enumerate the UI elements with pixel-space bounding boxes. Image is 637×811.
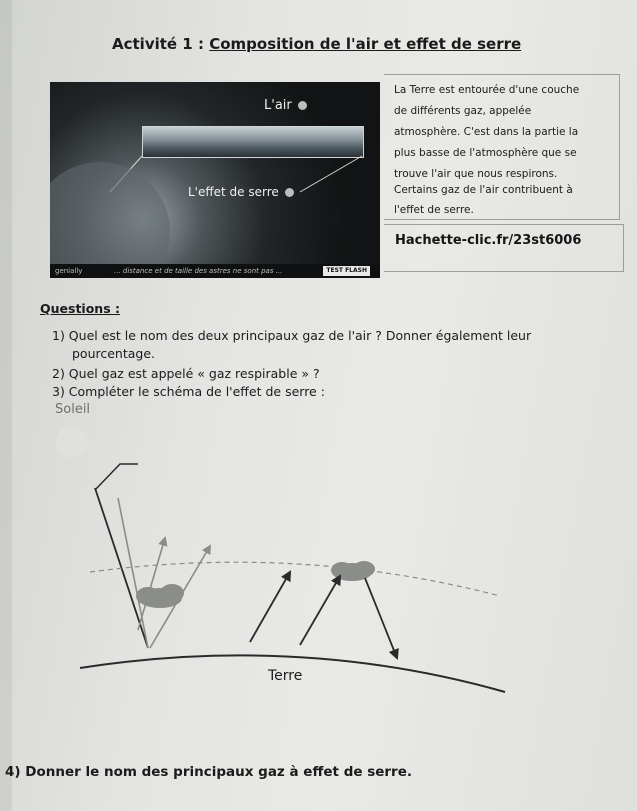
intro-line: Certains gaz de l'air contribuent à	[394, 184, 573, 196]
earth-label: Terre	[268, 668, 303, 684]
hachette-link[interactable]: Hachette-clic.fr/23st6006	[395, 233, 582, 248]
link-box	[384, 224, 624, 272]
questions-heading: Questions :	[40, 301, 120, 316]
intro-line: l'effet de serre.	[394, 204, 474, 216]
thumbnail-footer	[50, 264, 380, 278]
thumbnail-image[interactable]	[50, 82, 380, 278]
cloud-left-icon	[136, 584, 184, 608]
sun-label: Soleil	[55, 402, 91, 417]
thumbnail-connector-lines	[50, 82, 380, 278]
sun-shape	[56, 426, 88, 458]
thumbnail-caption: ... distance et de taille des astres ne sont pas ...	[114, 267, 283, 275]
intro-line: atmosphère. C'est dans la partie la	[394, 126, 579, 138]
activity-title	[112, 35, 521, 53]
air-label: L'air	[264, 98, 307, 113]
intro-line: plus basse de l'atmosphère que se	[394, 147, 577, 159]
intro-line: La Terre est entourée d'une couche	[394, 84, 580, 96]
air-info-icon[interactable]	[298, 101, 307, 110]
test-flash-button[interactable]: TEST FLASH	[323, 266, 370, 276]
greenhouse-info-icon[interactable]	[285, 188, 294, 197]
infrared-ray-up-2	[300, 576, 340, 645]
activity-label: Activité 1 :	[112, 35, 204, 53]
infrared-ray-down	[365, 578, 397, 658]
activity-title-text: Composition de l'air et effet de serre	[209, 35, 522, 53]
question-1-continuation: pourcentage.	[72, 346, 156, 361]
reflected-ray-1	[138, 538, 165, 630]
intro-line: de différents gaz, appelée	[394, 105, 532, 117]
greenhouse-label: L'effet de serre	[188, 185, 294, 199]
question-1: 1) Quel est le nom des deux principaux gaz de l'air ? Donner également leur	[52, 328, 532, 343]
incoming-ray-start	[95, 464, 138, 490]
greenhouse-effect-diagram	[0, 420, 637, 720]
genially-logo: genially	[55, 267, 83, 275]
intro-line: trouve l'air que nous respirons.	[394, 168, 558, 180]
question-2: 2) Quel gaz est appelé « gaz respirable » ?	[52, 366, 320, 381]
infrared-ray-up-1	[250, 572, 290, 642]
question-4: 4) Donner le nom des principaux gaz à effet de serre.	[5, 764, 413, 780]
cloud-right-icon	[331, 561, 375, 581]
question-3: 3) Compléter le schéma de l'effet de serre :	[52, 384, 325, 399]
